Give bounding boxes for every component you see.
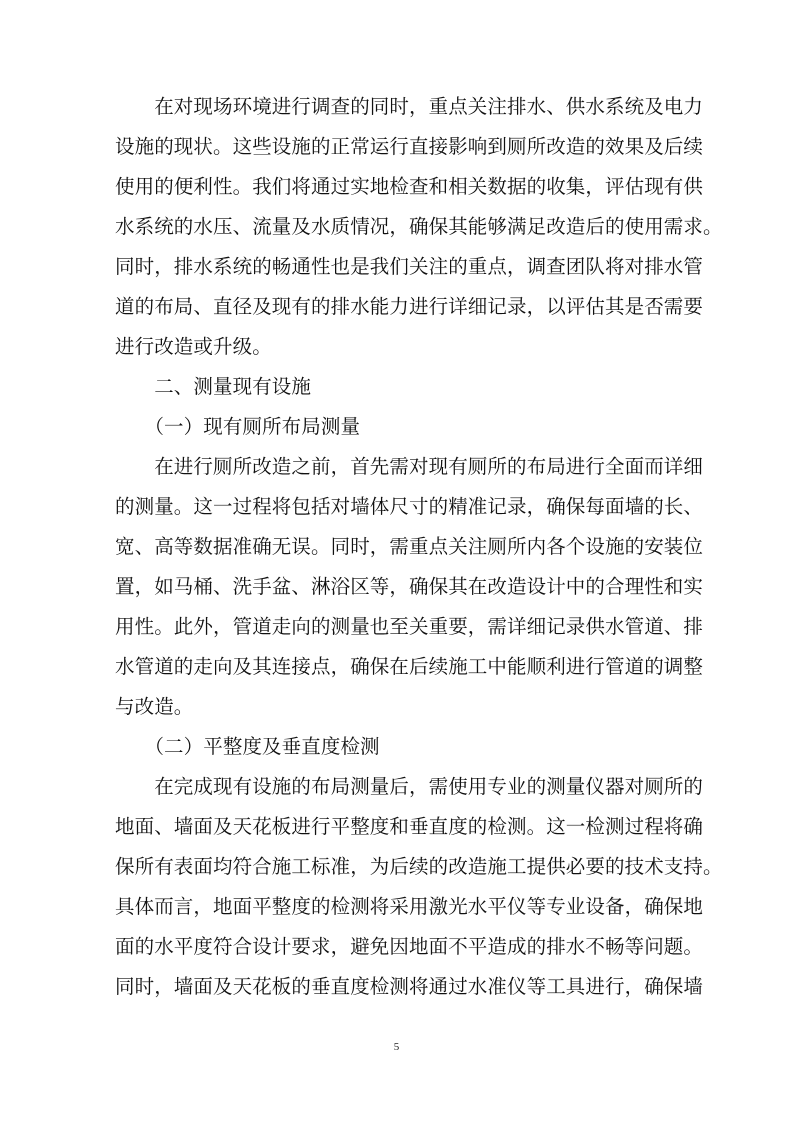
page-number: 5: [393, 1041, 400, 1053]
paragraph-line: 具体而言，地面平整度的检测将采用激光水平仪等专业设备，确保地: [115, 895, 704, 918]
paragraph-line: 的测量。这一过程将包括对墙体尺寸的精准记录，确保每面墙的长、: [115, 495, 704, 518]
paragraph-line: 在完成现有设施的布局测量后，需使用专业的测量仪器对厕所的: [115, 775, 704, 798]
subsection-heading: （一）现有厕所布局测量: [115, 415, 361, 438]
paragraph-line: 面的水平度符合设计要求，避免因地面不平造成的排水不畅等问题。: [115, 935, 704, 958]
paragraph-line: 同时，排水系统的畅通性也是我们关注的重点，调查团队将对排水管: [115, 255, 704, 278]
paragraph-line: 用性。此外，管道走向的测量也至关重要，需详细记录供水管道、排: [115, 615, 704, 638]
paragraph-line: 设施的现状。这些设施的正常运行直接影响到厕所改造的效果及后续: [115, 135, 704, 158]
paragraph-line: 道的布局、直径及现有的排水能力进行详细记录，以评估其是否需要: [115, 295, 704, 318]
paragraph-line: 进行改造或升级。: [115, 335, 272, 358]
section-heading: 二、测量现有设施: [115, 375, 312, 398]
paragraph-line: 同时，墙面及天花板的垂直度检测将通过水准仪等工具进行，确保墙: [115, 975, 704, 998]
paragraph-line: 水管道的走向及其连接点，确保在后续施工中能顺利进行管道的调整: [115, 655, 704, 678]
paragraph-line: 宽、高等数据准确无误。同时，需重点关注厕所内各个设施的安装位: [115, 535, 704, 558]
paragraph-line: 地面、墙面及天花板进行平整度和垂直度的检测。这一检测过程将确: [115, 815, 704, 838]
paragraph-line: 保所有表面均符合施工标准，为后续的改造施工提供必要的技术支持。: [115, 855, 723, 878]
paragraph-line: 水系统的水压、流量及水质情况，确保其能够满足改造后的使用需求。: [115, 215, 723, 238]
paragraph-line: 使用的便利性。我们将通过实地检查和相关数据的收集，评估现有供: [115, 175, 704, 198]
paragraph-line: 与改造。: [115, 695, 194, 718]
paragraph-line: 在对现场环境进行调查的同时，重点关注排水、供水系统及电力: [115, 95, 704, 118]
paragraph-line: 在进行厕所改造之前，首先需对现有厕所的布局进行全面而详细: [115, 455, 704, 478]
paragraph-line: 置，如马桶、洗手盆、淋浴区等，确保其在改造设计中的合理性和实: [115, 575, 704, 598]
subsection-heading: （二）平整度及垂直度检测: [115, 735, 380, 758]
